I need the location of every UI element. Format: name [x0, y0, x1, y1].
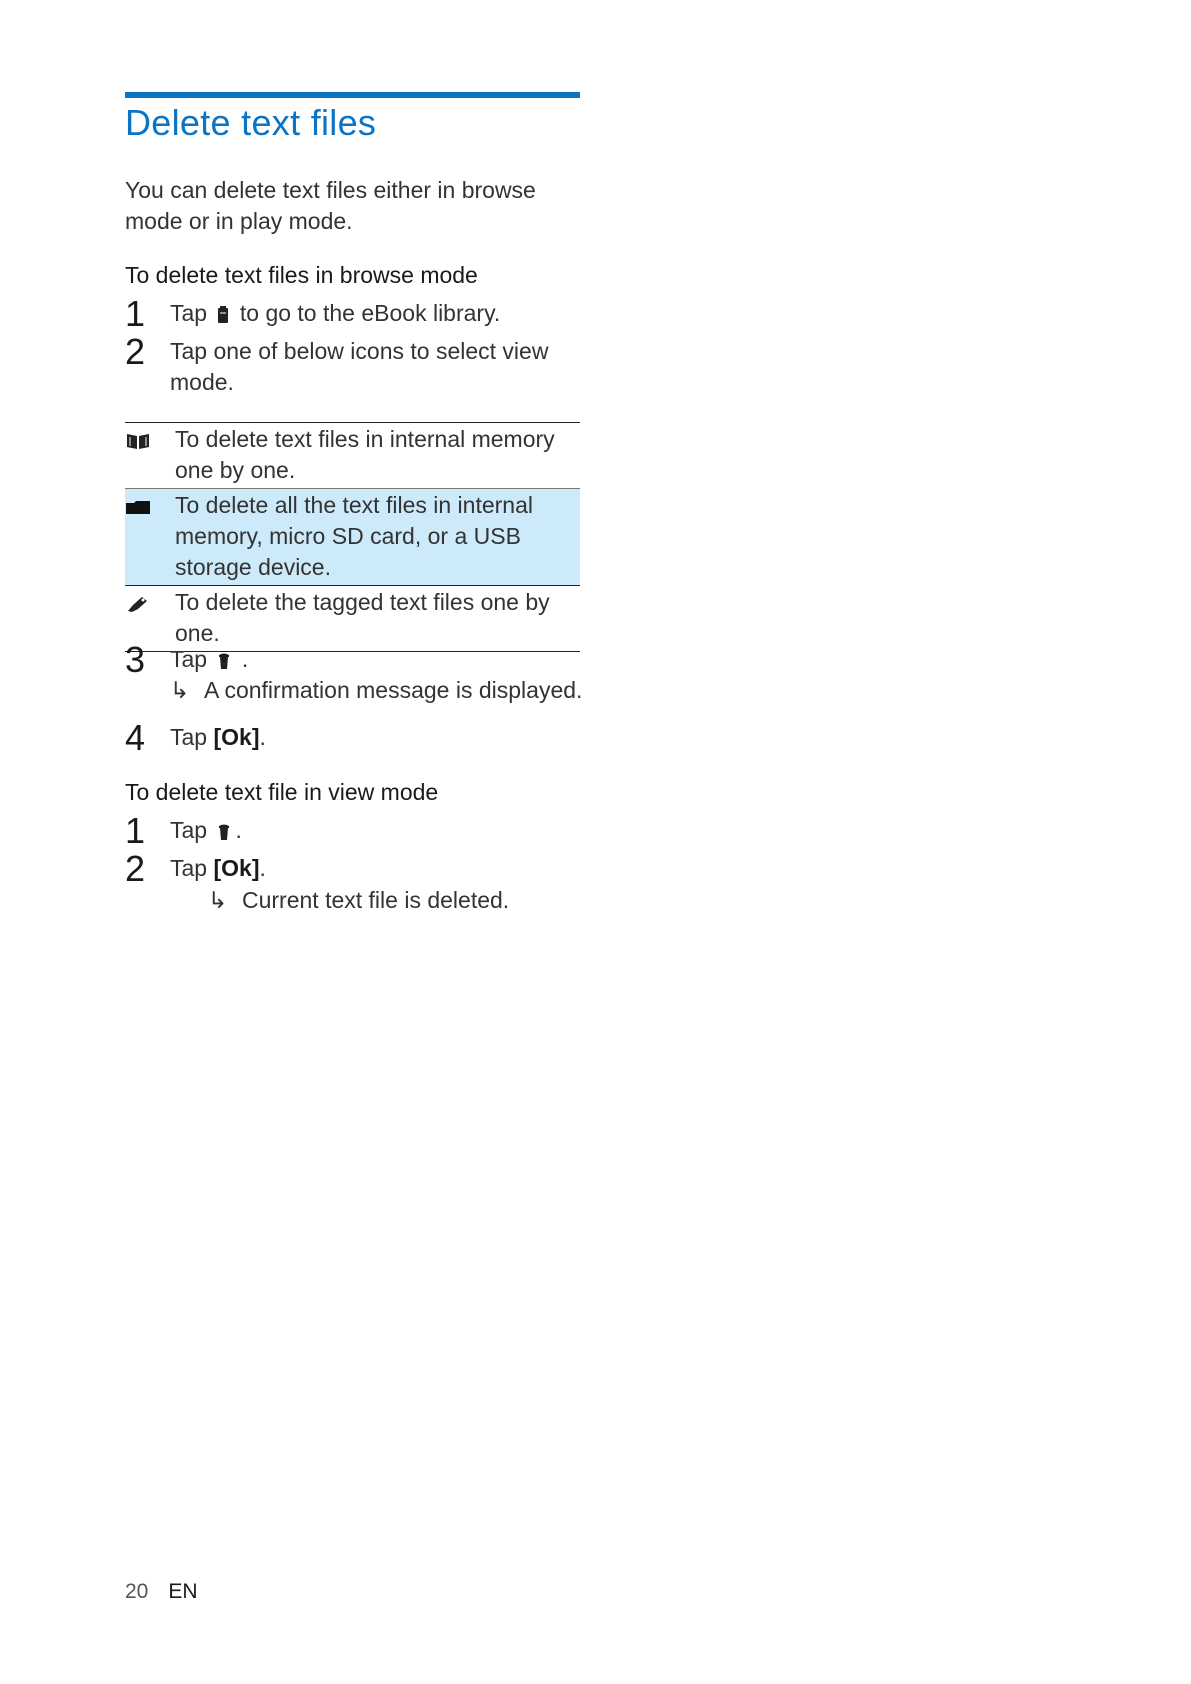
result-text: Current text file is deleted. [242, 887, 510, 913]
step-prefix: Tap [170, 817, 208, 843]
tag-icon [125, 594, 151, 614]
ebook-icon [217, 306, 229, 324]
step-text [170, 853, 580, 884]
step-suffix: . [259, 855, 266, 881]
table-row [125, 488, 580, 585]
delete-icon [217, 823, 231, 841]
table-row-text: To delete text files in internal memory one by one. [175, 426, 555, 483]
page-footer [125, 1580, 198, 1604]
step-number: 1 [125, 293, 146, 334]
step-suffix: to go to the eBook library. [239, 300, 501, 326]
intro-paragraph: You can delete text files either in browse mode or in play mode. [125, 177, 536, 234]
page-title: Delete text files [125, 102, 377, 143]
title-rule [125, 92, 580, 98]
step-text: Tap one of below icons to select view mode. [170, 338, 549, 395]
table-row [125, 585, 580, 651]
step-text [170, 815, 580, 846]
view-mode-table [125, 422, 580, 652]
folder-icon [125, 497, 151, 517]
table-row [125, 422, 580, 488]
table-row-text: To delete all the text files in internal memory, micro SD card, or a USB storage device. [175, 492, 533, 580]
ok-button-label: [Ok] [213, 724, 260, 750]
step-text [170, 722, 580, 753]
book-icon [125, 431, 151, 451]
step-number: 3 [125, 639, 146, 680]
step-prefix: Tap [170, 855, 208, 881]
section-heading-browse: To delete text files in browse mode [125, 262, 478, 288]
language-code: EN [168, 1580, 198, 1603]
delete-icon [217, 652, 231, 670]
step-prefix: Tap [170, 300, 208, 326]
page-number: 20 [125, 1580, 149, 1603]
result-arrow-icon: ↳ [208, 887, 228, 913]
step-suffix: . [241, 646, 249, 672]
step-3-result [170, 675, 582, 706]
step-suffix: . [235, 817, 242, 843]
step-text [170, 298, 580, 329]
step-prefix: Tap [170, 646, 208, 672]
step-number: 2 [125, 848, 146, 889]
section-heading-view: To delete text file in view mode [125, 779, 439, 805]
table-row-text: To delete the tagged text files one by one. [175, 589, 550, 646]
step-2-view-result [208, 885, 509, 916]
ok-button-label: [Ok] [213, 855, 260, 881]
step-prefix: Tap [170, 724, 208, 750]
result-text: A confirmation message is displayed. [204, 677, 583, 703]
result-arrow-icon: ↳ [170, 677, 190, 703]
step-number: 2 [125, 331, 146, 372]
step-number: 1 [125, 810, 146, 851]
step-suffix: . [259, 724, 266, 750]
step-number: 4 [125, 717, 146, 758]
step-text [170, 644, 580, 675]
